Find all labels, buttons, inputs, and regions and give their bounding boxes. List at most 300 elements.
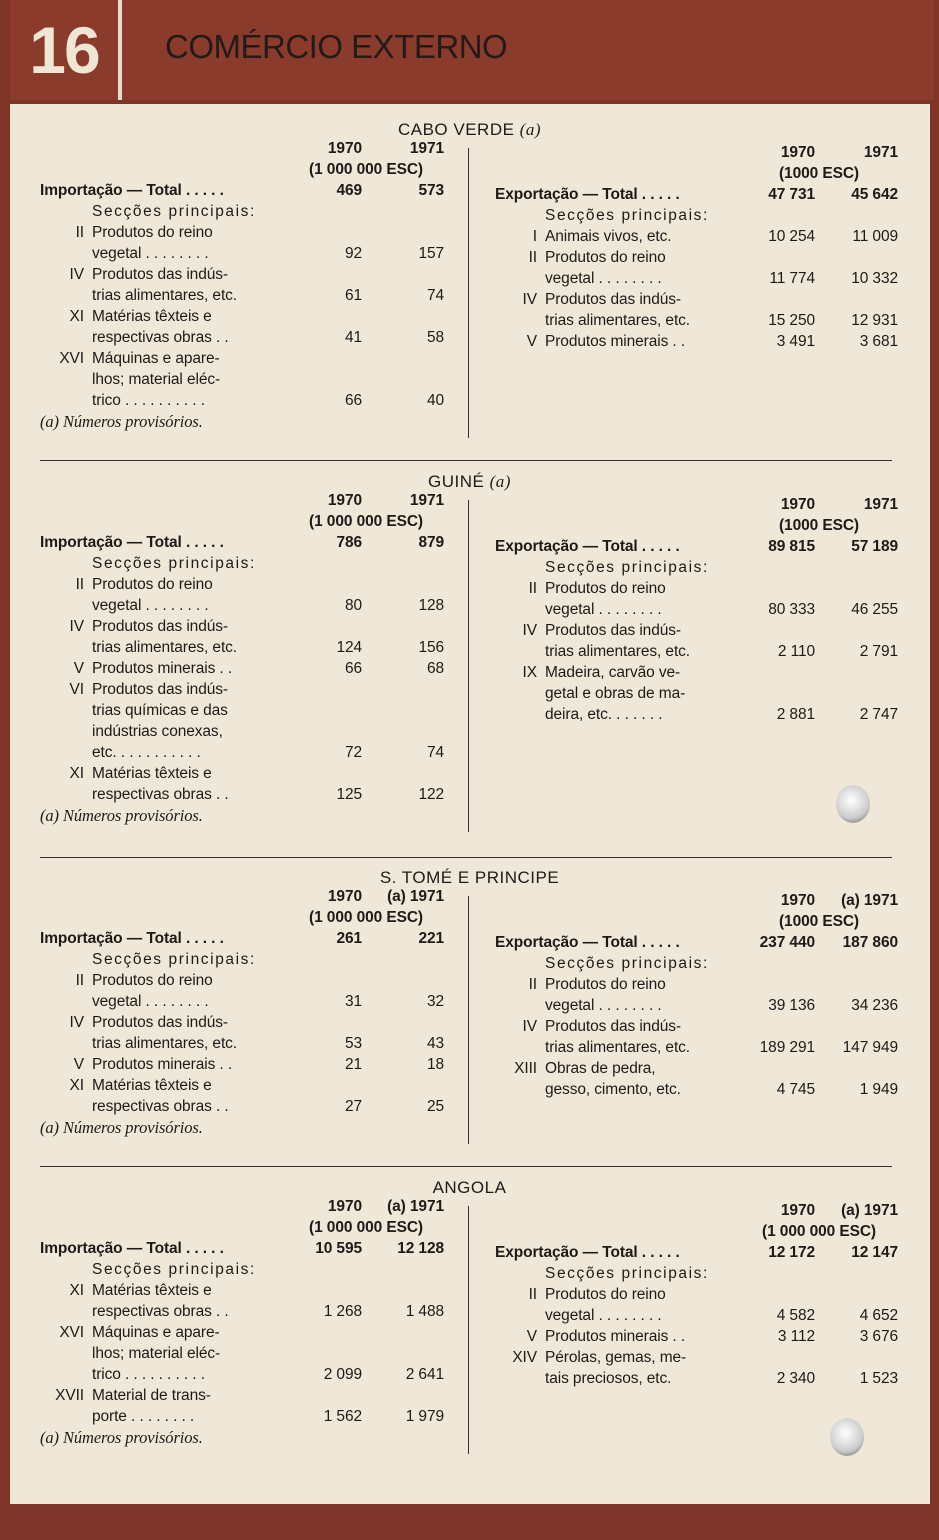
section-number: II: [528, 249, 537, 266]
item-label: Produtos do reino: [545, 580, 666, 597]
subtitle-row: [495, 557, 915, 578]
value-1971: 34 236: [851, 997, 898, 1014]
item-label: Produtos das indús-: [92, 618, 228, 635]
item-label: getal e obras de ma-: [545, 685, 686, 702]
years-row: [495, 1200, 915, 1221]
table-row: [495, 289, 915, 310]
unit-row: [495, 163, 915, 184]
value-1971: 18: [426, 1056, 444, 1073]
section-number: XI: [69, 1282, 84, 1299]
value-1971: 4 652: [859, 1307, 898, 1324]
sections-subtitle: Secções principais:: [545, 559, 709, 576]
item-label: trico . . . . . . . . . .: [92, 392, 205, 409]
column-divider: [468, 500, 469, 832]
value-1970: 15 250: [768, 312, 815, 329]
imports-column: [40, 490, 460, 826]
value-1970: 21: [344, 1056, 362, 1073]
item-label: Produtos das indús-: [545, 1018, 681, 1035]
table-row: [495, 247, 915, 268]
value-1970: 2 881: [776, 706, 815, 723]
year-1970: 1970: [327, 492, 362, 509]
section-number: IV: [522, 622, 537, 639]
table-row: [40, 721, 460, 742]
year-1971: 1971: [409, 492, 444, 509]
table-row: [495, 995, 915, 1016]
table-row: [40, 1054, 460, 1075]
unit-row: [40, 1217, 460, 1238]
total-1971: 45 642: [851, 186, 898, 203]
value-1971: 11 009: [852, 228, 898, 245]
bottom-band: [0, 1506, 939, 1540]
table-row: [40, 222, 460, 243]
year-1971: 1971: [409, 140, 444, 157]
item-label: tais preciosos, etc.: [545, 1370, 672, 1387]
value-1970: 3 491: [776, 333, 815, 350]
value-1971: 3 681: [859, 333, 898, 350]
total-row: [40, 180, 460, 201]
sections-subtitle: Secções principais:: [92, 555, 256, 572]
section-title: [0, 868, 939, 888]
unit-label: (1000 ESC): [779, 517, 859, 534]
item-label: vegetal . . . . . . . .: [545, 270, 662, 287]
item-label: gesso, cimento, etc.: [545, 1081, 681, 1098]
item-label: vegetal . . . . . . . .: [92, 597, 209, 614]
item-label: Produtos das indús-: [92, 266, 228, 283]
table-row: [495, 1368, 915, 1389]
table-row: [40, 1075, 460, 1096]
value-1970: 2 110: [777, 643, 815, 660]
section-number: II: [75, 972, 84, 989]
unit-row: [40, 159, 460, 180]
section-title-note: (a): [489, 472, 511, 491]
item-label: Produtos do reino: [92, 224, 213, 241]
years-row: [40, 138, 460, 159]
sections-subtitle: Secções principais:: [92, 1261, 256, 1278]
table-row: [495, 1016, 915, 1037]
item-label: lhos; material eléc-: [92, 371, 221, 388]
table-row: [40, 1096, 460, 1117]
item-label: Pérolas, gemas, me-: [545, 1349, 687, 1366]
section-number: V: [73, 660, 84, 677]
item-label: indústrias conexas,: [92, 723, 223, 740]
total-1970: 237 440: [759, 934, 815, 951]
table-row: [40, 1280, 460, 1301]
unit-row: [495, 1221, 915, 1242]
punch-hole-icon: [830, 1418, 864, 1456]
table-row: [495, 310, 915, 331]
item-label: Produtos das indús-: [545, 622, 681, 639]
item-label: Produtos minerais . .: [545, 1328, 686, 1345]
unit-row: [40, 907, 460, 928]
total-label: Exportação — Total . . . . .: [495, 186, 680, 203]
value-1971: 1 979: [405, 1408, 444, 1425]
value-1970: 124: [336, 639, 362, 656]
table-row: [40, 784, 460, 805]
value-1970: 10 254: [768, 228, 815, 245]
table-row: [40, 1033, 460, 1054]
total-1971: 12 147: [851, 1244, 898, 1261]
year-1971: (a) 1971: [387, 1198, 444, 1215]
sections-subtitle: Secções principais:: [92, 203, 256, 220]
year-1971: (a) 1971: [841, 892, 898, 909]
item-label: Animais vivos, etc.: [545, 228, 672, 245]
unit-label: (1 000 000 ESC): [309, 513, 423, 530]
value-1971: 2 791: [859, 643, 898, 660]
total-label: Importação — Total . . . . .: [40, 534, 224, 551]
table-row: [495, 578, 915, 599]
year-1971: (a) 1971: [841, 1202, 898, 1219]
section-number: XI: [69, 308, 84, 325]
total-1970: 469: [336, 182, 362, 199]
item-label: trias alimentares, etc.: [545, 312, 691, 329]
table-row: [40, 616, 460, 637]
value-1970: 80: [344, 597, 362, 614]
table-row: [40, 369, 460, 390]
value-1970: 4 582: [776, 1307, 815, 1324]
subtitle-row: [40, 949, 460, 970]
section-number: I: [532, 228, 537, 245]
section-number: IV: [522, 1018, 537, 1035]
value-1971: 74: [426, 744, 444, 761]
subtitle-row: [495, 205, 915, 226]
total-label: Importação — Total . . . . .: [40, 930, 224, 947]
total-1970: 261: [336, 930, 362, 947]
value-1970: 27: [344, 1098, 362, 1115]
item-label: vegetal . . . . . . . .: [545, 997, 662, 1014]
section-number: XVI: [59, 350, 84, 367]
chapter-number: 16: [10, 0, 118, 100]
years-row: [495, 142, 915, 163]
table-row: [40, 1012, 460, 1033]
section-title-text: GUINÉ: [428, 472, 485, 491]
section-title: [0, 120, 939, 140]
imports-column: [40, 886, 460, 1138]
table-row: [495, 641, 915, 662]
item-label: Produtos minerais . .: [92, 660, 233, 677]
table-row: [495, 662, 915, 683]
section-number: II: [75, 576, 84, 593]
value-1970: 2 340: [776, 1370, 815, 1387]
item-label: Máquinas e apare-: [92, 1324, 220, 1341]
table-row: [495, 1284, 915, 1305]
section-number: XI: [69, 765, 84, 782]
item-label: Produtos minerais . .: [92, 1056, 233, 1073]
total-row: [495, 184, 915, 205]
unit-label: (1000 ESC): [779, 913, 859, 930]
total-row: [40, 1238, 460, 1259]
item-label: Material de trans-: [92, 1387, 211, 1404]
year-1970: 1970: [327, 140, 362, 157]
value-1971: 43: [426, 1035, 444, 1052]
item-label: trias alimentares, etc.: [545, 1039, 691, 1056]
value-1971: 25: [426, 1098, 444, 1115]
section-title-note: (a): [519, 120, 542, 139]
years-row: [40, 1196, 460, 1217]
year-1971: 1971: [863, 144, 898, 161]
item-label: trico . . . . . . . . . .: [92, 1366, 205, 1383]
total-row: [495, 536, 915, 557]
value-1970: 4 745: [776, 1081, 815, 1098]
value-1971: 1 488: [405, 1303, 444, 1320]
item-label: trias químicas e das: [92, 702, 228, 719]
value-1970: 11 774: [769, 270, 815, 287]
table-row: [495, 226, 915, 247]
table-row: [40, 285, 460, 306]
exports-column: [495, 890, 915, 1100]
item-label: Produtos do reino: [545, 976, 666, 993]
footnote-row: [40, 1427, 460, 1448]
total-1970: 12 172: [768, 1244, 815, 1261]
sections-subtitle: Secções principais:: [545, 1265, 709, 1282]
value-1971: 157: [418, 245, 444, 262]
item-label: Máquinas e apare-: [92, 350, 220, 367]
item-label: respectivas obras . .: [92, 329, 229, 346]
item-label: vegetal . . . . . . . .: [545, 1307, 662, 1324]
total-1970: 786: [336, 534, 362, 551]
item-label: Produtos do reino: [545, 249, 666, 266]
section-separator: [40, 1166, 892, 1167]
section-number: IV: [69, 1014, 84, 1031]
value-1970: 1 562: [323, 1408, 362, 1425]
value-1970: 61: [344, 287, 362, 304]
table-row: [495, 268, 915, 289]
item-label: Produtos das indús-: [92, 1014, 228, 1031]
value-1970: 125: [336, 786, 362, 803]
table-row: [40, 679, 460, 700]
total-1970: 89 815: [768, 538, 815, 555]
table-row: [40, 306, 460, 327]
table-row: [40, 390, 460, 411]
year-1970: 1970: [780, 496, 815, 513]
footnote-row: [40, 411, 460, 432]
unit-row: [495, 515, 915, 536]
section-number: V: [526, 333, 537, 350]
total-label: Importação — Total . . . . .: [40, 182, 224, 199]
table-row: [40, 1364, 460, 1385]
table-row: [40, 1343, 460, 1364]
table-row: [495, 1305, 915, 1326]
item-label: Matérias têxteis e: [92, 1077, 212, 1094]
subtitle-row: [40, 201, 460, 222]
table-row: [495, 1037, 915, 1058]
years-row: [40, 490, 460, 511]
item-label: Produtos do reino: [92, 972, 213, 989]
item-label: Matérias têxteis e: [92, 308, 212, 325]
subtitle-row: [40, 1259, 460, 1280]
footnote: (a) Números provisórios.: [40, 1428, 203, 1447]
section-title-text: CABO VERDE: [397, 120, 515, 139]
sections-subtitle: Secções principais:: [545, 207, 709, 224]
item-label: deira, etc. . . . . . .: [545, 706, 663, 723]
subtitle-row: [495, 953, 915, 974]
year-1970: 1970: [780, 144, 815, 161]
total-row: [40, 928, 460, 949]
unit-label: (1 000 000 ESC): [309, 161, 423, 178]
table-row: [40, 991, 460, 1012]
footnote: (a) Números provisórios.: [40, 412, 203, 431]
section-title-text: S. TOMÉ E PRINCIPE: [379, 868, 560, 887]
table-row: [495, 1079, 915, 1100]
value-1971: 1 949: [859, 1081, 898, 1098]
item-label: vegetal . . . . . . . .: [92, 993, 209, 1010]
table-row: [40, 327, 460, 348]
footnote-row: [40, 1117, 460, 1138]
total-1971: 12 128: [397, 1240, 444, 1257]
value-1971: 74: [426, 287, 444, 304]
footnote-row: [40, 805, 460, 826]
years-row: [495, 890, 915, 911]
sections-subtitle: Secções principais:: [545, 955, 709, 972]
punch-hole-icon: [836, 785, 870, 823]
table-row: [40, 264, 460, 285]
years-row: [495, 494, 915, 515]
section-number: IV: [69, 618, 84, 635]
item-label: vegetal . . . . . . . .: [545, 601, 662, 618]
table-row: [495, 599, 915, 620]
value-1970: 39 136: [768, 997, 815, 1014]
table-row: [40, 763, 460, 784]
value-1970: 66: [344, 392, 362, 409]
total-1970: 47 731: [768, 186, 815, 203]
item-label: respectivas obras . .: [92, 786, 229, 803]
value-1971: 68: [426, 660, 444, 677]
section-number: XIII: [514, 1060, 537, 1077]
column-divider: [468, 896, 469, 1144]
section-number: II: [528, 580, 537, 597]
subtitle-row: [40, 553, 460, 574]
table-row: [495, 1347, 915, 1368]
value-1970: 66: [344, 660, 362, 677]
total-1971: 573: [418, 182, 444, 199]
column-divider: [468, 148, 469, 438]
section-separator: [40, 857, 892, 858]
section-separator: [40, 460, 892, 461]
year-1971: (a) 1971: [387, 888, 444, 905]
item-label: trias alimentares, etc.: [545, 643, 691, 660]
value-1970: 31: [344, 993, 362, 1010]
table-row: [40, 658, 460, 679]
total-1971: 879: [418, 534, 444, 551]
table-row: [40, 595, 460, 616]
table-row: [495, 331, 915, 352]
total-1970: 10 595: [315, 1240, 362, 1257]
value-1970: 2 099: [323, 1366, 362, 1383]
item-label: etc. . . . . . . . . . .: [92, 744, 201, 761]
section-title: [0, 472, 939, 492]
section-number: XVI: [59, 1324, 84, 1341]
value-1970: 72: [344, 744, 362, 761]
table-row: [40, 637, 460, 658]
table-row: [40, 574, 460, 595]
table-row: [40, 1385, 460, 1406]
item-label: vegetal . . . . . . . .: [92, 245, 209, 262]
item-label: lhos; material eléc-: [92, 1345, 221, 1362]
total-label: Importação — Total . . . . .: [40, 1240, 224, 1257]
year-1970: 1970: [780, 1202, 815, 1219]
total-label: Exportação — Total . . . . .: [495, 538, 680, 555]
total-row: [495, 932, 915, 953]
value-1971: 32: [426, 993, 444, 1010]
section-number: II: [528, 976, 537, 993]
item-label: Produtos das indús-: [545, 291, 681, 308]
value-1971: 10 332: [851, 270, 898, 287]
table-row: [40, 1322, 460, 1343]
section-number: XIV: [512, 1349, 537, 1366]
item-label: Produtos do reino: [545, 1286, 666, 1303]
value-1970: 3 112: [777, 1328, 815, 1345]
section-number: IV: [69, 266, 84, 283]
value-1970: 1 268: [323, 1303, 362, 1320]
item-label: respectivas obras . .: [92, 1303, 229, 1320]
item-label: Produtos minerais . .: [545, 333, 686, 350]
value-1970: 92: [344, 245, 362, 262]
table-row: [40, 243, 460, 264]
section-number: V: [73, 1056, 84, 1073]
section-number: IX: [522, 664, 537, 681]
table-row: [495, 974, 915, 995]
year-1970: 1970: [780, 892, 815, 909]
sections-subtitle: Secções principais:: [92, 951, 256, 968]
total-1971: 187 860: [842, 934, 898, 951]
table-row: [40, 348, 460, 369]
item-label: Matérias têxteis e: [92, 1282, 212, 1299]
section-number: IV: [522, 291, 537, 308]
item-label: Produtos das indús-: [92, 681, 228, 698]
footnote: (a) Números provisórios.: [40, 806, 203, 825]
unit-label: (1 000 000 ESC): [762, 1223, 876, 1240]
unit-label: (1000 ESC): [779, 165, 859, 182]
value-1971: 46 255: [851, 601, 898, 618]
year-1970: 1970: [327, 1198, 362, 1215]
value-1970: 41: [344, 329, 362, 346]
section-number: V: [526, 1328, 537, 1345]
table-row: [40, 1301, 460, 1322]
total-row: [495, 1242, 915, 1263]
table-row: [495, 683, 915, 704]
value-1971: 40: [426, 392, 444, 409]
item-label: Produtos do reino: [92, 576, 213, 593]
unit-row: [40, 511, 460, 532]
exports-column: [495, 142, 915, 352]
item-label: Madeira, carvão ve-: [545, 664, 681, 681]
table-row: [40, 1406, 460, 1427]
unit-row: [495, 911, 915, 932]
item-label: respectivas obras . .: [92, 1098, 229, 1115]
section-number: VI: [69, 681, 84, 698]
total-row: [40, 532, 460, 553]
exports-column: [495, 494, 915, 725]
table-row: [40, 742, 460, 763]
table-row: [495, 1058, 915, 1079]
item-label: trias alimentares, etc.: [92, 639, 238, 656]
value-1971: 122: [418, 786, 444, 803]
total-1971: 57 189: [851, 538, 898, 555]
section-title-text: ANGOLA: [432, 1178, 507, 1197]
value-1971: 156: [418, 639, 444, 656]
total-label: Exportação — Total . . . . .: [495, 1244, 680, 1261]
item-label: porte . . . . . . . .: [92, 1408, 195, 1425]
section-number: II: [75, 224, 84, 241]
item-label: Matérias têxteis e: [92, 765, 212, 782]
value-1971: 58: [426, 329, 444, 346]
section-number: XI: [69, 1077, 84, 1094]
value-1970: 53: [344, 1035, 362, 1052]
value-1971: 2 641: [405, 1366, 444, 1383]
year-1970: 1970: [327, 888, 362, 905]
value-1970: 80 333: [768, 601, 815, 618]
page-title: COMÉRCIO EXTERNO: [165, 28, 508, 65]
exports-column: [495, 1200, 915, 1389]
